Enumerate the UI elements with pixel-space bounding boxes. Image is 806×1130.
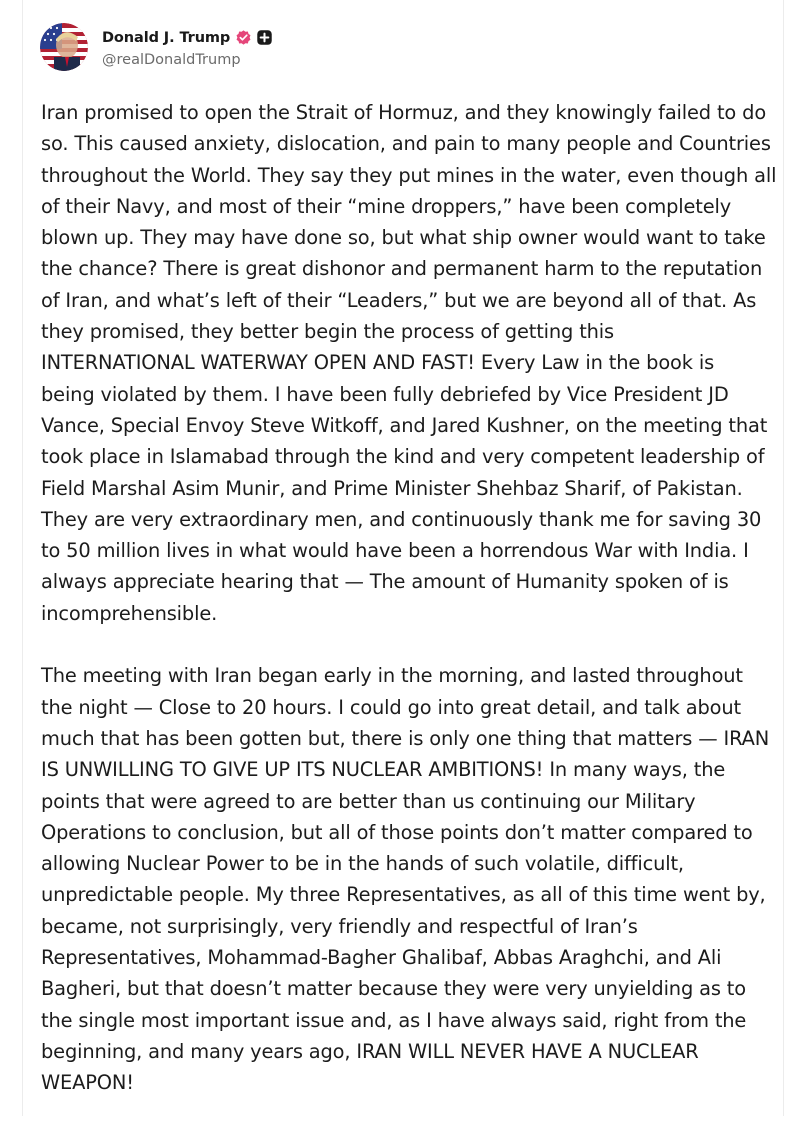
- author-info: [102, 27, 273, 68]
- post-header: [40, 22, 273, 72]
- avatar-image: [40, 23, 88, 71]
- name-row: [102, 27, 273, 49]
- display-name[interactable]: Donald J. Trump: [102, 29, 231, 46]
- avatar[interactable]: [40, 23, 88, 71]
- post-card: [22, 0, 784, 1116]
- verified-badge-icon: [235, 29, 252, 46]
- post-body: [41, 97, 781, 1130]
- post-paragraph-2: The meeting with Iran began early in the morning, and lasted throughout the night — Close to 20 hours. I could go into great detail, and talk about much that has been gotten but, there is only one thing that matters — IRAN IS UNWILLING TO GIVE UP ITS NUCLEAR AMBITIONS! In many ways, the points that were agreed to are better than us continuing our Military Operations to conclusion, but all of those points don’t matter compared to allowing Nuclear Power to be in the hands of such volatile, difficult, unpredictable people. My three Representatives, as all of this time went by, became, not surprisingly, very friendly and respectful of Iran’s Representatives, Mohammad-Bagher Ghalibaf, Abbas Araghchi, and Ali Bagheri, but that doesn’t matter because they were very unyielding as to the single most important issue and, as I have always said, right from the beginning, and many years ago, IRAN WILL NEVER HAVE A NUCLEAR WEAPON!: [41, 664, 770, 1095]
- plus-badge-icon: [256, 29, 273, 46]
- handle[interactable]: @realDonaldTrump: [102, 51, 241, 68]
- post-paragraph-1: Iran promised to open the Strait of Hormuz, and they knowingly failed to do so. This caused anxiety, dislocation, and pain to many people and Countries throughout the World. They say they put mines in the water, even though all of their Navy, and most of their “mine droppers,” have been completely blown up. They may have done so, but what ship owner would want to take the chance? There is great dishonor and permanent harm to the reputation of Iran, and what’s left of their “Leaders,” but we are beyond all of that. As they promised, they better begin the process of getting this INTERNATIONAL WATERWAY OPEN AND FAST! Every Law in the book is being violated by them. I have been fully debriefed by Vice President JD Vance, Special Envoy Steve Witkoff, and Jared Kushner, on the meeting that took place in Islamabad through the kind and very competent leadership of Field Marshal Asim Munir, and Prime Minister Shehbaz Sharif, of Pakistan. They are very extraordinary men, and continuously thank me for saving 30 to 50 million lives in what would have been a horrendous War with India. I always appreciate hearing that — The amount of Humanity spoken of is incomprehensible.: [41, 101, 777, 625]
